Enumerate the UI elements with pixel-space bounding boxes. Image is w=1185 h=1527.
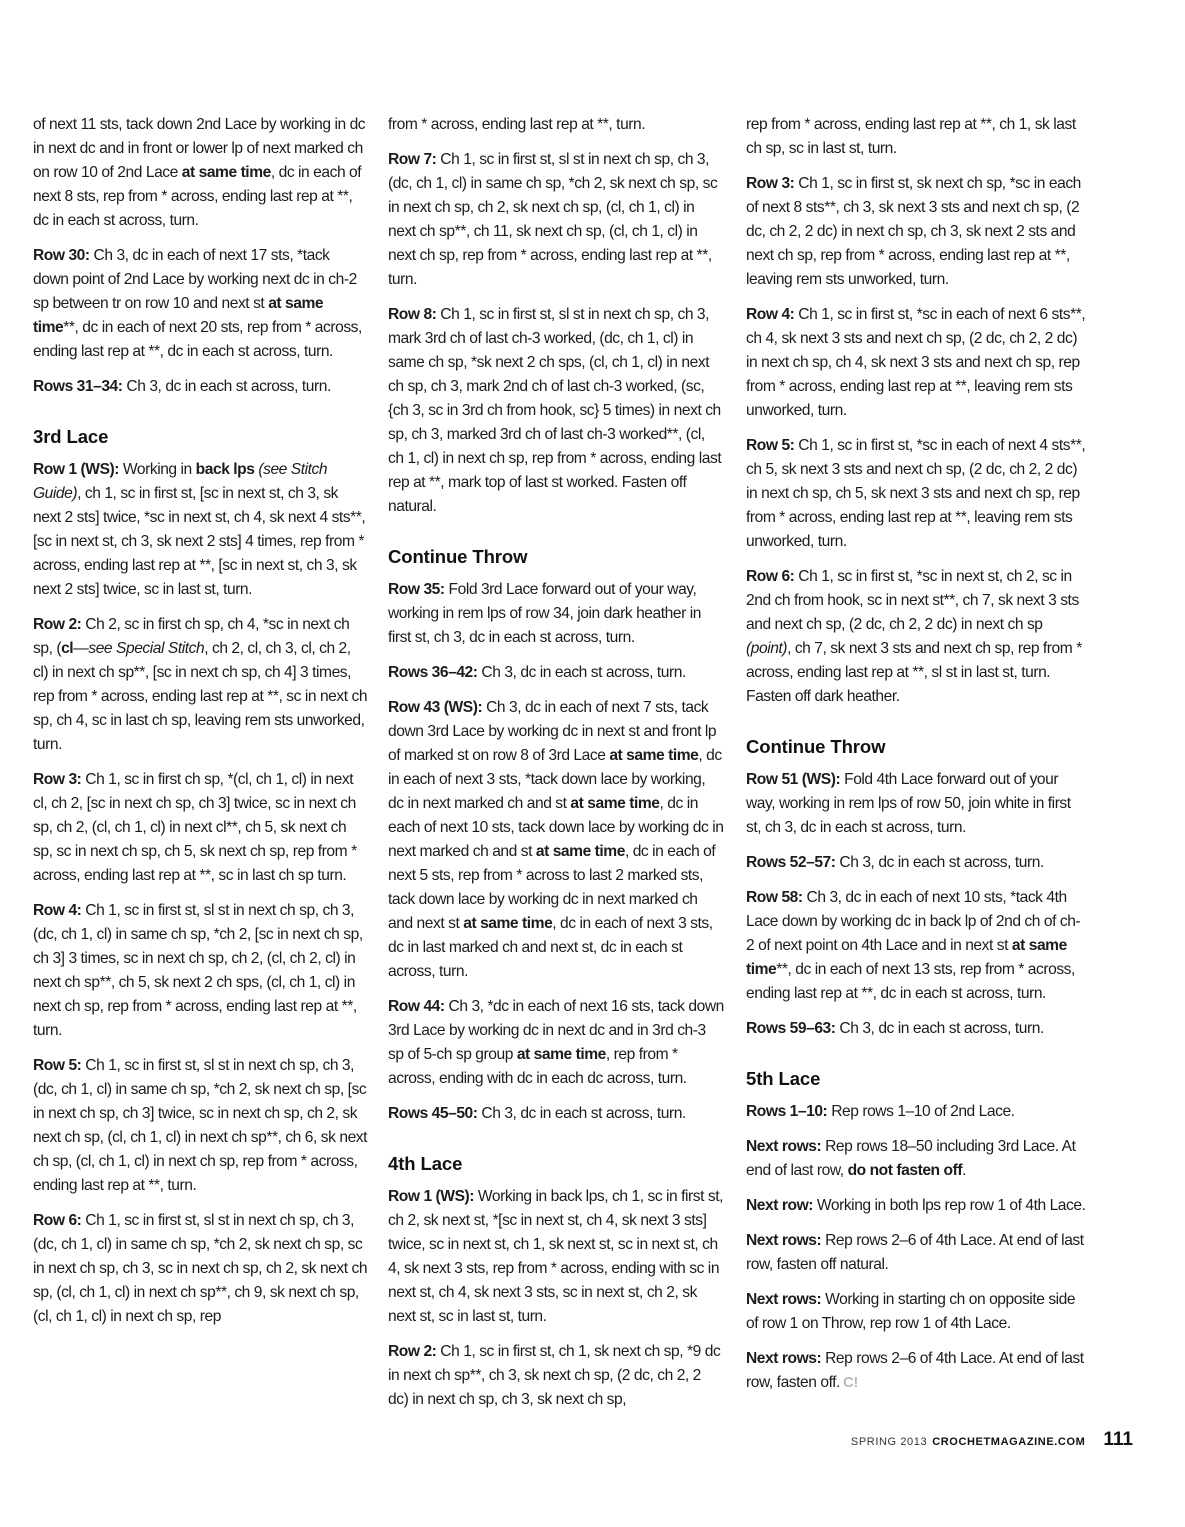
row-label: Rows 31–34: xyxy=(33,378,123,395)
row-label: Row 5: xyxy=(746,437,795,454)
instruction-paragraph xyxy=(33,613,368,757)
paragraph-text: , dc in each of next 3 sts, *tack down lace by working, dc in next marked ch and st xyxy=(388,747,722,812)
row-label: Next row: xyxy=(746,1197,813,1214)
instruction-paragraph xyxy=(388,578,724,650)
issue-date: SPRING 2013 xyxy=(850,1436,928,1448)
paragraph-text: Ch 3, dc in each st across, turn. xyxy=(835,1020,1044,1037)
italic-note: (point) xyxy=(746,640,788,657)
emphasis-text: cl xyxy=(61,640,74,657)
paragraph-text: Ch 3, dc in each of next 17 sts, *tack down point of 2nd Lace by working next dc in ch-2 sp between tr on row 10 and next st xyxy=(33,247,357,312)
instruction-paragraph xyxy=(746,1229,1086,1277)
instruction-paragraph xyxy=(33,768,368,888)
instruction-paragraph xyxy=(746,851,1086,875)
row-label: Row 58: xyxy=(746,889,803,906)
row-label: Row 43 (WS): xyxy=(388,699,483,716)
paragraph-text: Ch 1, sc in first st, sl st in next ch sp, ch 3, (dc, ch 1, cl) in same ch sp, *ch 2, sk next ch sp, [sc in next ch sp, ch 3] twice, sc in next ch sp, ch 2, sk next ch sp, (cl, ch 1, cl) in next ch sp**, ch 6, sk next ch sp, (cl, ch 1, cl) in next ch sp, rep from * across, ending last rep at **, turn. xyxy=(33,1057,368,1194)
instruction-paragraph xyxy=(388,661,724,685)
instruction-paragraph xyxy=(33,899,368,1043)
paragraph-text: Ch 3, dc in each st across, turn. xyxy=(122,378,331,395)
instruction-paragraph xyxy=(388,995,724,1091)
paragraph-text: Ch 1, sc in first st, sk next ch sp, *sc in each of next 8 sts**, ch 3, sk next 3 sts and next ch sp, (2 dc, ch 2, 2 dc) in next ch sp, ch 3, sk next 2 sts and next ch sp, rep from * across, ending last rep at **, leaving rem sts unworked, turn. xyxy=(746,175,1081,288)
row-label: Row 3: xyxy=(746,175,795,192)
row-label: Row 6: xyxy=(746,568,795,585)
row-label: Next rows: xyxy=(746,1350,822,1367)
paragraph-text: Working in both lps rep row 1 of 4th Lace. xyxy=(813,1197,1086,1214)
column-middle xyxy=(388,113,724,1423)
row-label: Row 5: xyxy=(33,1057,82,1074)
paragraph-text: , dc in each of next 3 sts, dc in last marked ch and next st, dc in each st across, turn. xyxy=(388,915,713,980)
paragraph-text: Fold 3rd Lace forward out of your way, working in rem lps of row 34, join dark heather in first st, ch 3, dc in each st across, turn. xyxy=(388,581,701,646)
page-footer xyxy=(851,1429,1133,1451)
emphasis-text: do not fasten off xyxy=(847,1162,963,1179)
row-label: Row 44: xyxy=(388,998,445,1015)
row-label: Row 51 (WS): xyxy=(746,771,841,788)
instruction-paragraph xyxy=(746,1347,1086,1395)
paragraph-text: from * across, ending last rep at **, turn. xyxy=(388,116,646,133)
section-heading: 4th Lace xyxy=(388,1153,463,1174)
paragraph-text: Fold 4th Lace forward out of your way, working in rem lps of row 50, join white in first st, ch 3, dc in each st across, turn. xyxy=(746,771,1071,836)
paragraph-text: Working in starting ch on opposite side of row 1 on Throw, rep row 1 of 4th Lace. xyxy=(746,1291,1076,1332)
instruction-paragraph xyxy=(746,1017,1086,1041)
emphasis-text: at same time xyxy=(463,915,553,932)
paragraph-text: Ch 3, *dc in each of next 16 sts, tack down 3rd Lace by working dc in next dc and in 3rd ch-3 sp of 5-ch sp group xyxy=(388,998,724,1063)
row-label: Row 3: xyxy=(33,771,82,788)
section-heading: 5th Lace xyxy=(746,1068,821,1089)
paragraph-text: Ch 3, dc in each st across, turn. xyxy=(477,1105,686,1122)
row-label: Rows 52–57: xyxy=(746,854,836,871)
paragraph-text: , dc in each of next 8 sts, rep from * across, ending last rep at **, dc in each st across, turn. xyxy=(33,164,362,229)
section-heading: Continue Throw xyxy=(746,736,886,757)
row-label: Row 1 (WS): xyxy=(33,461,120,478)
paragraph-text: Working in xyxy=(119,461,196,478)
paragraph-text: Ch 1, sc in first st, ch 1, sk next ch sp, *9 dc in next ch sp**, ch 3, sk next ch sp, (2 dc, ch 2, 2 dc) in next ch sp, ch 3, sk next ch sp, xyxy=(388,1343,721,1408)
instruction-paragraph xyxy=(388,148,724,292)
emphasis-text: at same time xyxy=(516,1046,606,1063)
instruction-paragraph xyxy=(388,1102,724,1126)
paragraph-text: , ch 2, cl, ch 3, cl, ch 2, cl) in next ch sp**, [sc in next ch sp, ch 4] 3 times, rep from * across, ending last rep at **, sc in next ch sp, ch 4, sc in last ch sp, leaving rem sts unworked, turn. xyxy=(33,640,368,753)
instruction-paragraph xyxy=(746,886,1086,1006)
row-label: Row 35: xyxy=(388,581,445,598)
instruction-paragraph xyxy=(33,244,368,364)
row-label: Next rows: xyxy=(746,1232,822,1249)
paragraph-text: **, dc in each of next 20 sts, rep from * across, ending last rep at **, dc in each st across, turn. xyxy=(33,319,362,360)
paragraph-text: Ch 1, sc in first st, sl st in next ch sp, ch 3, (dc, ch 1, cl) in same ch sp, *ch 2, sk next ch sp, sc in next ch sp, ch 2, sk next ch sp, (cl, ch 1, cl) in next ch sp**, ch 11, sk next ch sp, (cl, ch 1, cl) in next ch sp, rep from * across, ending last rep at **, turn. xyxy=(388,151,718,288)
emphasis-text: at same time xyxy=(535,843,625,860)
emphasis-text: at same time xyxy=(746,937,1067,978)
row-label: Row 4: xyxy=(746,306,795,323)
paragraph-text: Ch 2, sc in first ch sp, ch 4, *sc in next ch sp, ( xyxy=(33,616,350,657)
paragraph-text: Rep rows 2–6 of 4th Lace. At end of last row, fasten off natural. xyxy=(746,1232,1084,1273)
instruction-paragraph xyxy=(746,1135,1086,1183)
instruction-paragraph xyxy=(746,1100,1086,1124)
column-right xyxy=(746,113,1086,1406)
row-label: Next rows: xyxy=(746,1291,822,1308)
emphasis-text: at same time xyxy=(570,795,660,812)
instruction-paragraph xyxy=(388,113,724,137)
italic-note: (see Stitch Guide) xyxy=(33,461,328,502)
instruction-paragraph xyxy=(388,1185,724,1329)
row-label: Rows 59–63: xyxy=(746,1020,836,1037)
instruction-paragraph xyxy=(33,1054,368,1198)
paragraph-text: , ch 1, sc in first st, [sc in next st, ch 3, sk next 2 sts] twice, *sc in next st, ch 4, sk next 4 sts**, [sc in next st, ch 3, sk next 2 sts] 4 times, rep from * across, ending last rep at **, [sc in next st, ch 3, sk next 2 sts] twice, sc in last st, turn. xyxy=(33,485,366,598)
row-label: Row 7: xyxy=(388,151,437,168)
instruction-paragraph xyxy=(746,1288,1086,1336)
row-label: Next rows: xyxy=(746,1138,822,1155)
paragraph-text: Ch 1, sc in first st, *sc in each of next 4 sts**, ch 5, sk next 3 sts and next ch sp, (2 dc, ch 2, 2 dc) in next ch sp, ch 5, sk next 3 sts and next ch sp, rep from * across, ending last rep at **, leaving rem sts unworked, turn. xyxy=(746,437,1086,550)
instruction-paragraph xyxy=(388,303,724,519)
instruction-paragraph xyxy=(33,375,368,399)
paragraph-text: Ch 3, dc in each st across, turn. xyxy=(835,854,1044,871)
paragraph-text: — xyxy=(73,640,89,657)
instruction-paragraph xyxy=(33,1209,368,1329)
row-label: Row 4: xyxy=(33,902,82,919)
paragraph-text: Ch 3, dc in each of next 10 sts, *tack 4th Lace down by working dc in back lp of 2nd ch of ch-2 of next point on 4th Lace and in next st xyxy=(746,889,1081,954)
emphasis-text: at same time xyxy=(181,164,271,181)
row-label: Row 2: xyxy=(33,616,82,633)
row-label: Row 1 (WS): xyxy=(388,1188,475,1205)
paragraph-text: Ch 1, sc in first st, sl st in next ch sp, ch 3, (dc, ch 1, cl) in same ch sp, *ch 2, sk next ch sp, sc in next ch sp, ch 3, sc in next ch sp, ch 2, sk next ch sp, (cl, ch 1, cl) in next ch sp**, ch 9, sk next ch sp, (cl, ch 1, cl) in next ch sp, rep xyxy=(33,1212,368,1325)
emphasis-text: at same time xyxy=(33,295,324,336)
paragraph-text: Working in back lps, ch 1, sc in first st, ch 2, sk next st, *[sc in next st, ch 4, sk next 3 sts] twice, sc in next st, ch 1, sk next st, sc in next st, ch 4, sk next 3 sts, rep from * across, ending with sc in next st, ch 4, sk next 3 sts, sc in next st, ch 2, sk next st, sc in last st, turn. xyxy=(388,1188,724,1325)
paragraph-text: Ch 1, sc in first st, sl st in next ch sp, ch 3, mark 3rd ch of last ch-3 worked, (dc, ch 1, cl) in same ch sp, *sk next 2 ch sps, (cl, ch 1, cl) in next ch sp, ch 3, mark 2nd ch of last ch-3 worked, (sc, {ch 3, sc in 3rd ch from hook, sc} 5 times) in next ch sp, ch 3, marked 3rd ch of last ch-3 worked**, (cl, ch 1, cl) in next ch sp, rep from * across, ending last rep at **, mark top of last st worked. Fasten off natural. xyxy=(388,306,722,515)
instruction-paragraph xyxy=(746,1194,1086,1218)
section-heading: 3rd Lace xyxy=(33,426,109,447)
row-label: Row 30: xyxy=(33,247,90,264)
paragraph-text: Ch 1, sc in first st, *sc in next st, ch 2, sc in 2nd ch from hook, sc in next st**, ch 7, sk next 3 sts and next ch sp, (2 dc, ch 2, 2 dc) in next ch sp xyxy=(746,568,1079,633)
emphasis-text: back lps xyxy=(195,461,255,478)
magazine-website: CROCHETMAGAZINE.COM xyxy=(932,1436,1086,1448)
instruction-paragraph xyxy=(388,1340,724,1412)
paragraph-text: Ch 3, dc in each of next 7 sts, tack down 3rd Lace by working dc in next st and front lp of marked st on row 8 of 3rd Lace xyxy=(388,699,717,764)
paragraph-text: . xyxy=(962,1162,966,1179)
row-label: Rows 1–10: xyxy=(746,1103,828,1120)
emphasis-text: at same time xyxy=(609,747,699,764)
instruction-paragraph xyxy=(33,458,368,602)
instruction-paragraph xyxy=(746,565,1086,709)
row-label: Rows 45–50: xyxy=(388,1105,478,1122)
paragraph-text: **, dc in each of next 13 sts, rep from * across, ending last rep at **, dc in each st across, turn. xyxy=(746,961,1075,1002)
instruction-paragraph xyxy=(746,303,1086,423)
paragraph-text: , ch 7, sk next 3 sts and next ch sp, rep from * across, ending last rep at **, sl st in last st, turn. Fasten off dark heather. xyxy=(746,640,1082,705)
paragraph-text: rep from * across, ending last rep at **, ch 1, sk last ch sp, sc in last st, turn. xyxy=(746,116,1076,157)
instruction-paragraph xyxy=(746,113,1086,161)
paragraph-text: , dc in each of next 5 sts, rep from * across to last 2 marked sts, tack down lace by working dc in next marked ch and next st xyxy=(388,843,716,932)
instruction-paragraph xyxy=(746,434,1086,554)
paragraph-text: , rep from * across, ending with dc in each dc across, turn. xyxy=(388,1046,687,1087)
paragraph-text: Rep rows 1–10 of 2nd Lace. xyxy=(827,1103,1015,1120)
paragraph-text: Rep rows 18–50 including 3rd Lace. At end of last row, xyxy=(746,1138,1076,1179)
end-of-article-mark: C! xyxy=(842,1374,858,1391)
section-heading: Continue Throw xyxy=(388,546,528,567)
row-label: Row 2: xyxy=(388,1343,437,1360)
instruction-paragraph xyxy=(746,172,1086,292)
instruction-paragraph xyxy=(746,768,1086,840)
paragraph-text: of next 11 sts, tack down 2nd Lace by working in dc in next dc and in front or lower lp of next marked ch on row 10 of 2nd Lace xyxy=(33,116,366,181)
paragraph-text: , dc in each of next 10 sts, tack down lace by working dc in next marked ch and st xyxy=(388,795,724,860)
instruction-paragraph xyxy=(388,696,724,984)
column-left xyxy=(33,113,368,1340)
paragraph-text: Ch 1, sc in first st, *sc in each of next 6 sts**, ch 4, sk next 3 sts and next ch sp, (2 dc, ch 2, 2 dc) in next ch sp, ch 4, sk next 3 sts and next ch sp, rep from * across, ending last rep at **, leaving rem sts unworked, turn. xyxy=(746,306,1086,419)
paragraph-text: Rep rows 2–6 of 4th Lace. At end of last row, fasten off. xyxy=(746,1350,1084,1391)
row-label: Rows 36–42: xyxy=(388,664,478,681)
paragraph-text: Ch 1, sc in first ch sp, *(cl, ch 1, cl) in next cl, ch 2, [sc in next ch sp, ch 3] twice, sc in next ch sp, ch 2, (cl, ch 1, cl) in next cl**, ch 5, sk next ch sp, sc in next ch sp, ch 5, sk next ch sp, rep from * across, ending last rep at **, sc in last ch sp turn. xyxy=(33,771,357,884)
page-number: 111 xyxy=(1103,1429,1133,1450)
italic-note: see Special Stitch xyxy=(88,640,205,657)
paragraph-text: Ch 3, dc in each st across, turn. xyxy=(477,664,686,681)
instruction-paragraph xyxy=(33,113,368,233)
row-label: Row 8: xyxy=(388,306,437,323)
paragraph-text: Ch 1, sc in first st, sl st in next ch sp, ch 3, (dc, ch 1, cl) in same ch sp, *ch 2, [sc in next ch sp, ch 3] 3 times, sc in next ch sp, ch 2, (cl, ch 2, cl) in next ch sp**, ch 5, sk next 2 ch sps, (cl, ch 1, cl) in next ch sp, rep from * across, ending last rep at **, turn. xyxy=(33,902,363,1039)
row-label: Row 6: xyxy=(33,1212,82,1229)
